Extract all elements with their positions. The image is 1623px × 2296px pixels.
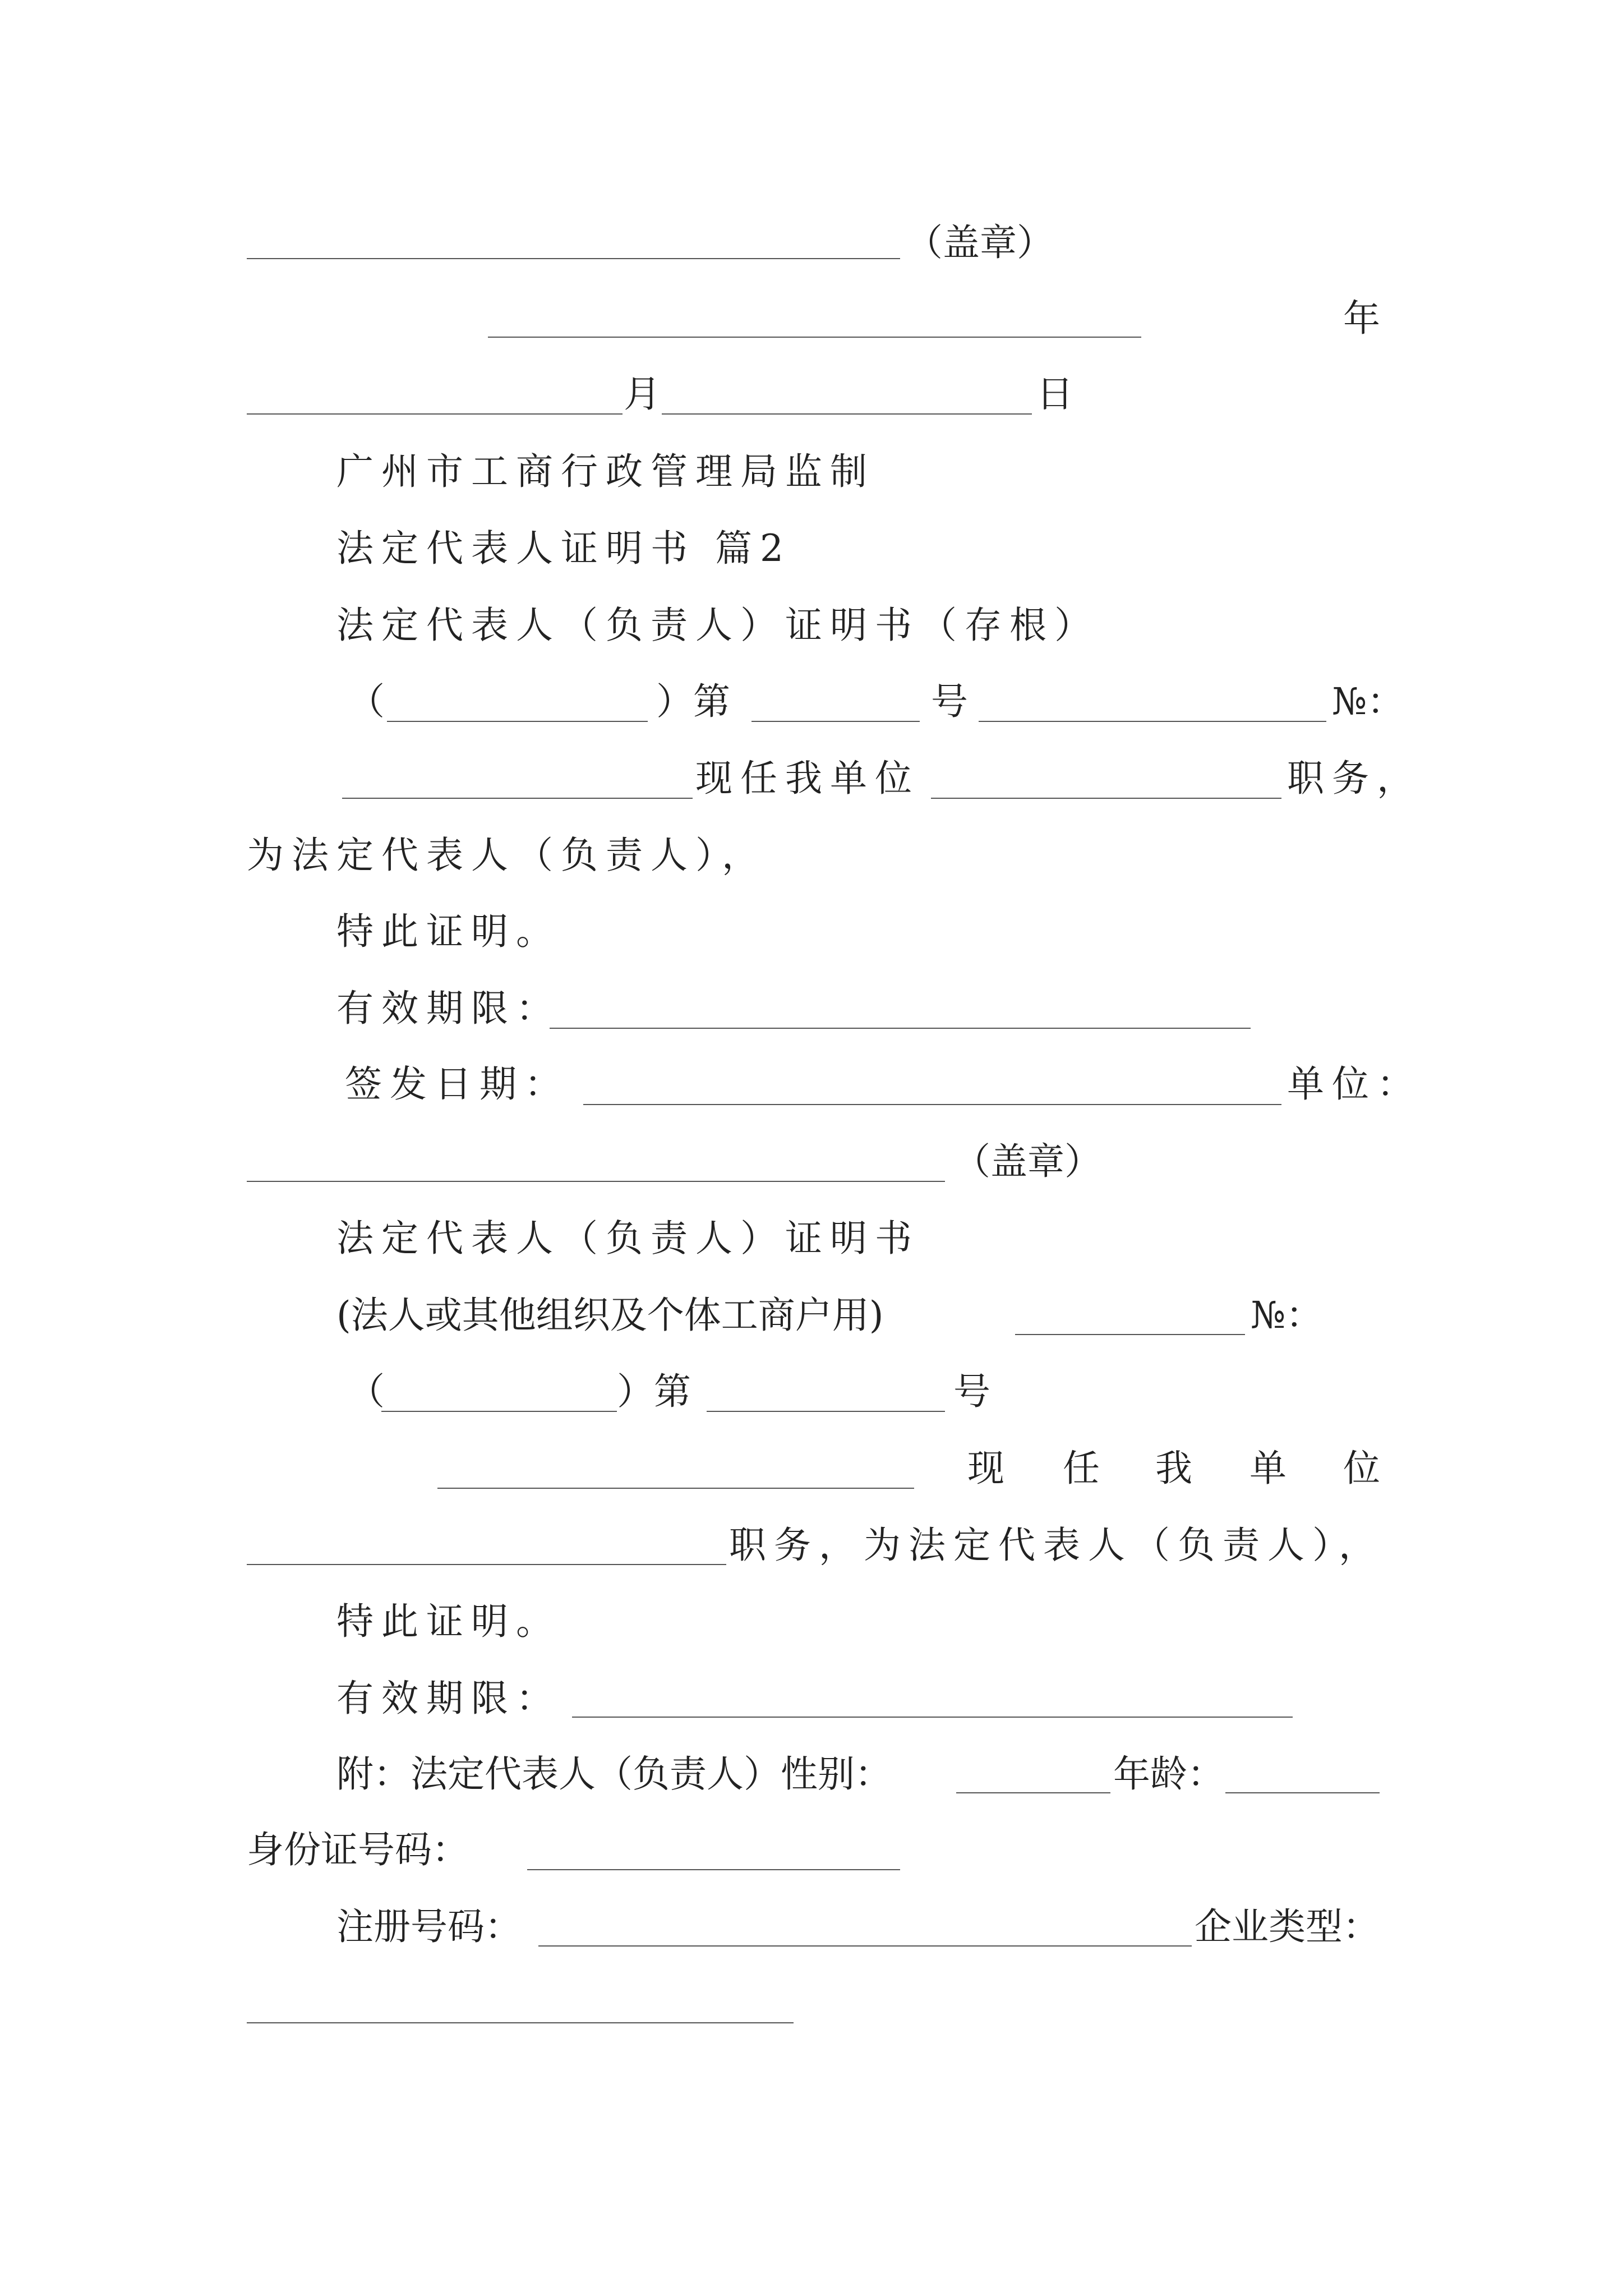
cert-open-paren: （: [348, 1370, 385, 1413]
cert-duty-role: 职务，为法定代表人（负责人），: [729, 1524, 1384, 1567]
cert-post-char-3: 我: [1155, 1447, 1192, 1490]
cert-blank-name: [437, 1488, 914, 1489]
cert-blank-duty: [247, 1564, 726, 1565]
cert-blank-id: [527, 1869, 900, 1870]
stub-title: 法定代表人（负责人）证明书（存根）: [336, 604, 1099, 647]
stub-issue-date-label: 签发日期：: [345, 1062, 569, 1106]
cert-id-label: 身份证号码：: [247, 1828, 469, 1871]
supervisor-line: 广州市工商行政管理局监制: [336, 450, 875, 493]
cert-hao: 号: [953, 1370, 990, 1413]
stub-no-label: №：: [1332, 680, 1404, 723]
stub-blank-paren: [387, 721, 648, 722]
stub-close-paren-di: ）第: [656, 680, 730, 723]
stub-role-line: 为法定代表人（负责人），: [247, 834, 767, 877]
day-label: 日: [1036, 372, 1073, 416]
seal-label: （盖章）: [906, 221, 1054, 264]
cert-validity-label: 有效期限：: [336, 1677, 561, 1720]
cert-age-label: 年龄：: [1113, 1752, 1224, 1796]
stub-blank-validity: [550, 1028, 1251, 1029]
cert-close-paren-di: ）第: [617, 1370, 691, 1413]
stub-seal: （盖章）: [953, 1140, 1101, 1183]
cert-no-label: №：: [1251, 1294, 1323, 1337]
blank-line-unit: [247, 258, 900, 259]
year-label: 年: [1343, 297, 1380, 340]
stub-blank-issue-date: [583, 1104, 1281, 1105]
stub-unit-label: 单位：: [1287, 1062, 1422, 1106]
cert-attach-label: 附：法定代表人（负责人）性别：: [336, 1752, 892, 1796]
stub-duty: 职务，: [1287, 757, 1422, 800]
stub-open-paren: （: [348, 680, 385, 723]
stub-current-post: 现任我单位: [695, 757, 920, 800]
month-label: 月: [624, 372, 661, 416]
stub-certify: 特此证明。: [336, 910, 561, 953]
blank-line-month: [247, 413, 623, 415]
blank-line-year: [488, 337, 1141, 338]
stub-validity-label: 有效期限：: [336, 987, 561, 1030]
cert-blank-gender: [956, 1792, 1110, 1793]
stub-blank-di: [751, 721, 920, 722]
cert-blank-di: [707, 1411, 945, 1412]
cert-post-char-2: 任: [1063, 1447, 1100, 1490]
cert-blank-company-type: [247, 2022, 794, 2023]
blank-line-day: [662, 413, 1032, 415]
section-heading: 法定代表人证明书 篇2: [336, 527, 791, 570]
cert-post-char-4: 单: [1249, 1447, 1287, 1490]
cert-blank-reg: [538, 1945, 1192, 1947]
cert-blank-no: [1015, 1334, 1245, 1335]
cert-certify: 特此证明。: [336, 1600, 561, 1643]
cert-blank-validity: [572, 1717, 1293, 1718]
stub-blank-unit: [247, 1181, 945, 1182]
cert-company-type-label: 企业类型：: [1195, 1905, 1380, 1948]
cert-subtitle: (法人或其他组织及个体工商户用): [336, 1294, 884, 1337]
cert-blank-age: [1225, 1792, 1380, 1793]
stub-blank-duty: [931, 798, 1281, 799]
stub-blank-no: [979, 721, 1326, 722]
cert-title: 法定代表人（负责人）证明书: [336, 1217, 920, 1260]
stub-blank-name: [342, 798, 693, 799]
cert-blank-paren: [381, 1411, 617, 1412]
cert-post-char-1: 现: [967, 1447, 1004, 1490]
cert-post-char-5: 位: [1343, 1447, 1380, 1490]
stub-hao: 号: [931, 680, 968, 723]
cert-reg-label: 注册号码：: [336, 1905, 522, 1948]
